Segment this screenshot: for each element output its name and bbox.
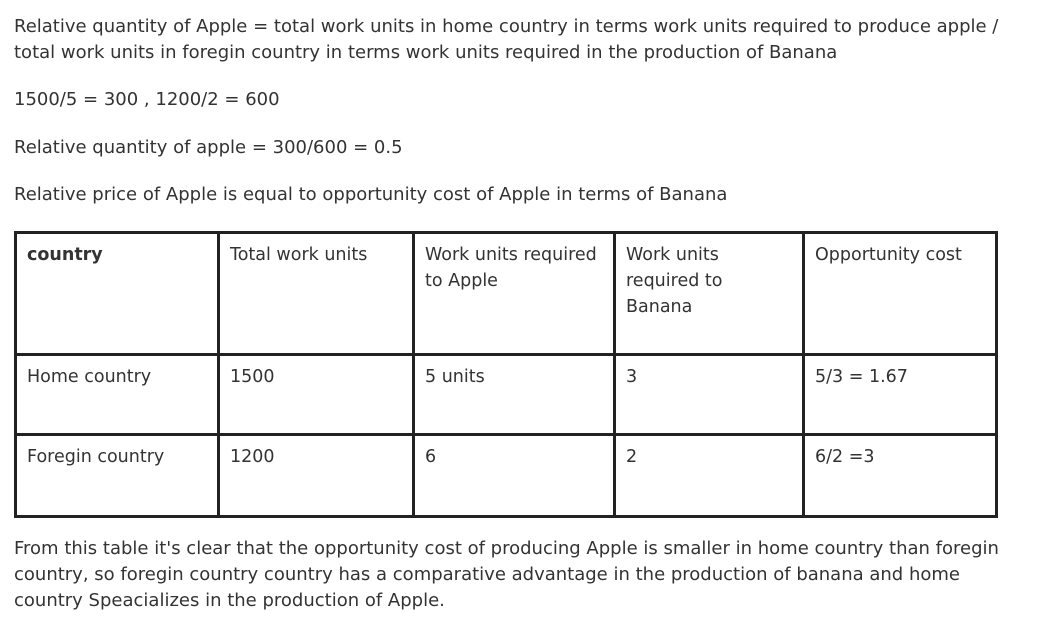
table-header-row <box>16 233 997 355</box>
cell-work-units-banana: 3 <box>615 355 804 435</box>
cell-work-units-apple: 5 units <box>414 355 615 435</box>
cell-total-work-units: 1500 <box>219 355 414 435</box>
cell-country: Home country <box>16 355 219 435</box>
cell-work-units-apple: 6 <box>414 435 615 517</box>
calculation-line: 1500/5 = 300 , 1200/2 = 600 <box>14 89 280 110</box>
cell-opportunity-cost: 5/3 = 1.67 <box>804 355 997 435</box>
header-opportunity-cost: Opportunity cost <box>804 233 997 355</box>
header-country: country <box>16 233 219 355</box>
conclusion-paragraph: From this table it's clear that the opportunity cost of producing Apple is smaller in home country than foregin country, so foregin country country has a comparative advantage in the production of banana and home country Speacializes in the production of Apple. <box>14 538 1005 611</box>
cell-total-work-units: 1200 <box>219 435 414 517</box>
header-work-units-apple: Work units required to Apple <box>414 233 615 355</box>
relative-price-statement: Relative price of Apple is equal to opportunity cost of Apple in terms of Banana <box>14 184 728 205</box>
opportunity-cost-table <box>14 231 998 518</box>
header-total-work-units: Total work units <box>219 233 414 355</box>
cell-work-units-banana: 2 <box>615 435 804 517</box>
table-row <box>16 355 997 435</box>
cell-country: Foregin country <box>16 435 219 517</box>
relative-quantity-definition: Relative quantity of Apple = total work units in home country in terms work units required to produce apple / total work units in foregin country in terms work units required in the production of Banana <box>14 16 1005 63</box>
table-row <box>16 435 997 517</box>
relative-quantity-result: Relative quantity of apple = 300/600 = 0.5 <box>14 137 403 158</box>
header-work-units-banana: Work units required to Banana <box>615 233 804 355</box>
cell-opportunity-cost: 6/2 =3 <box>804 435 997 517</box>
